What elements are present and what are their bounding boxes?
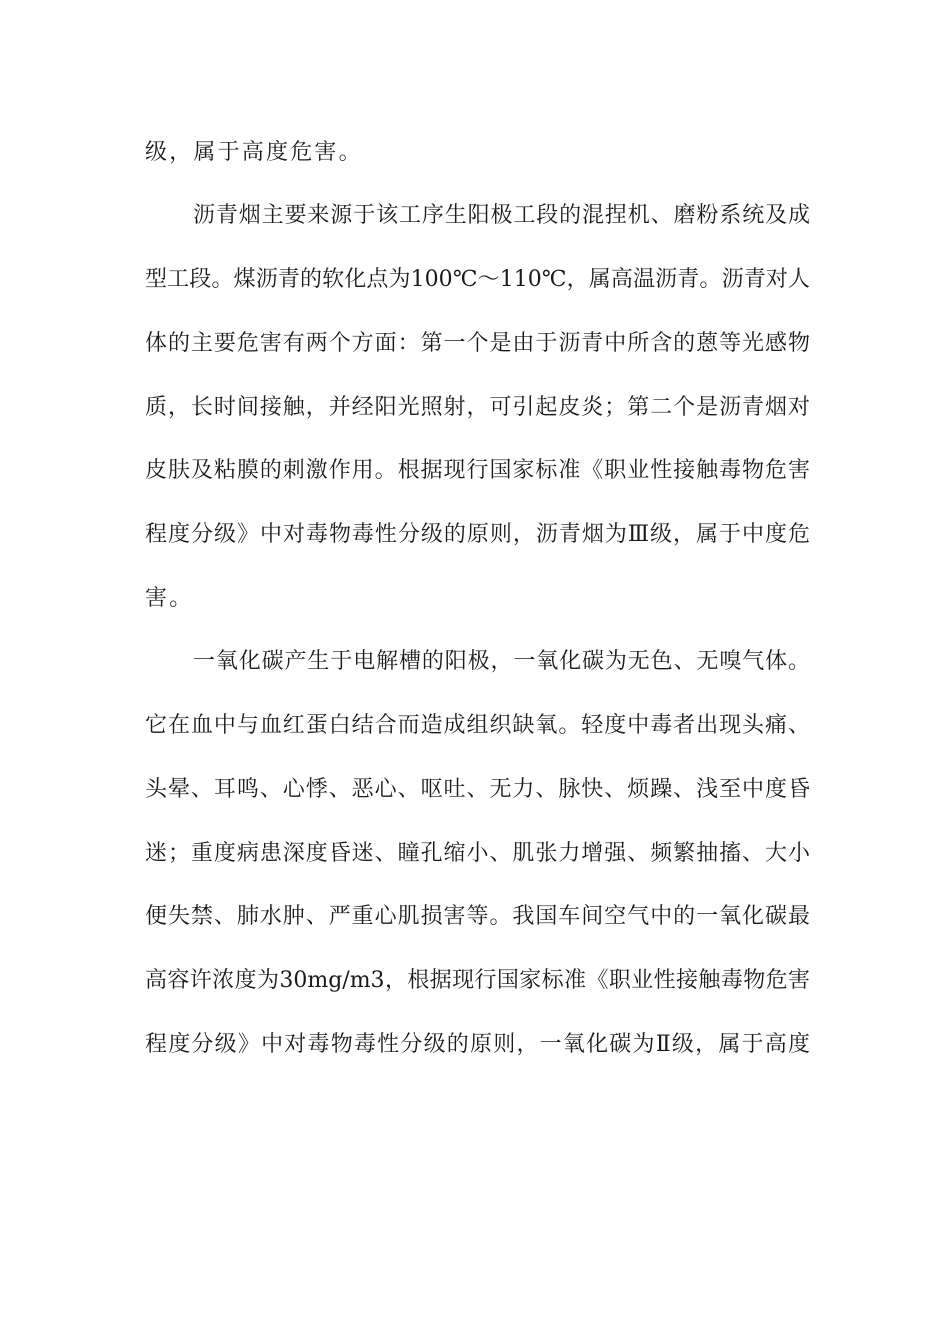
text-line: 皮肤及粘膜的刺激作用。根据现行国家标准《职业性接触毒物危害 (145, 458, 810, 483)
text-line: 头晕、耳鸣、心悸、恶心、呕吐、无力、脉快、烦躁、浅至中度昏 (145, 777, 810, 802)
paragraph-start-line: 一氧化碳产生于电解槽的阳极，一氧化碳为无色、无嗅气体。 (193, 649, 810, 674)
text-line: 害。 (145, 586, 194, 611)
text-line: 体的主要危害有两个方面：第一个是由于沥青中所含的蒽等光感物 (145, 331, 810, 356)
text-line: 它在血中与血红蛋白结合而造成组织缺氧。轻度中毒者出现头痛、 (145, 713, 810, 738)
text-line: 质，长时间接触，并经阳光照射，可引起皮炎；第二个是沥青烟对 (145, 395, 810, 420)
text-line: 级，属于高度危害。 (145, 140, 363, 165)
text-line: 程度分级》中对毒物毒性分级的原则，沥青烟为Ⅲ级，属于中度危 (145, 522, 810, 547)
paragraph-start-line: 沥青烟主要来源于该工序生阳极工段的混捏机、磨粉系统及成 (193, 203, 810, 228)
text-line: 型工段。煤沥青的软化点为100℃～110℃，属高温沥青。沥青对人 (145, 267, 810, 292)
text-line: 便失禁、肺水肿、严重心肌损害等。我国车间空气中的一氧化碳最 (145, 904, 810, 929)
text-line: 高容许浓度为30mg/m3，根据现行国家标准《职业性接触毒物危害 (145, 968, 810, 993)
text-line: 迷；重度病患深度昏迷、瞳孔缩小、肌张力增强、频繁抽搐、大小 (145, 841, 810, 866)
text-line: 程度分级》中对毒物毒性分级的原则，一氧化碳为Ⅱ级，属于高度 (145, 1032, 810, 1057)
